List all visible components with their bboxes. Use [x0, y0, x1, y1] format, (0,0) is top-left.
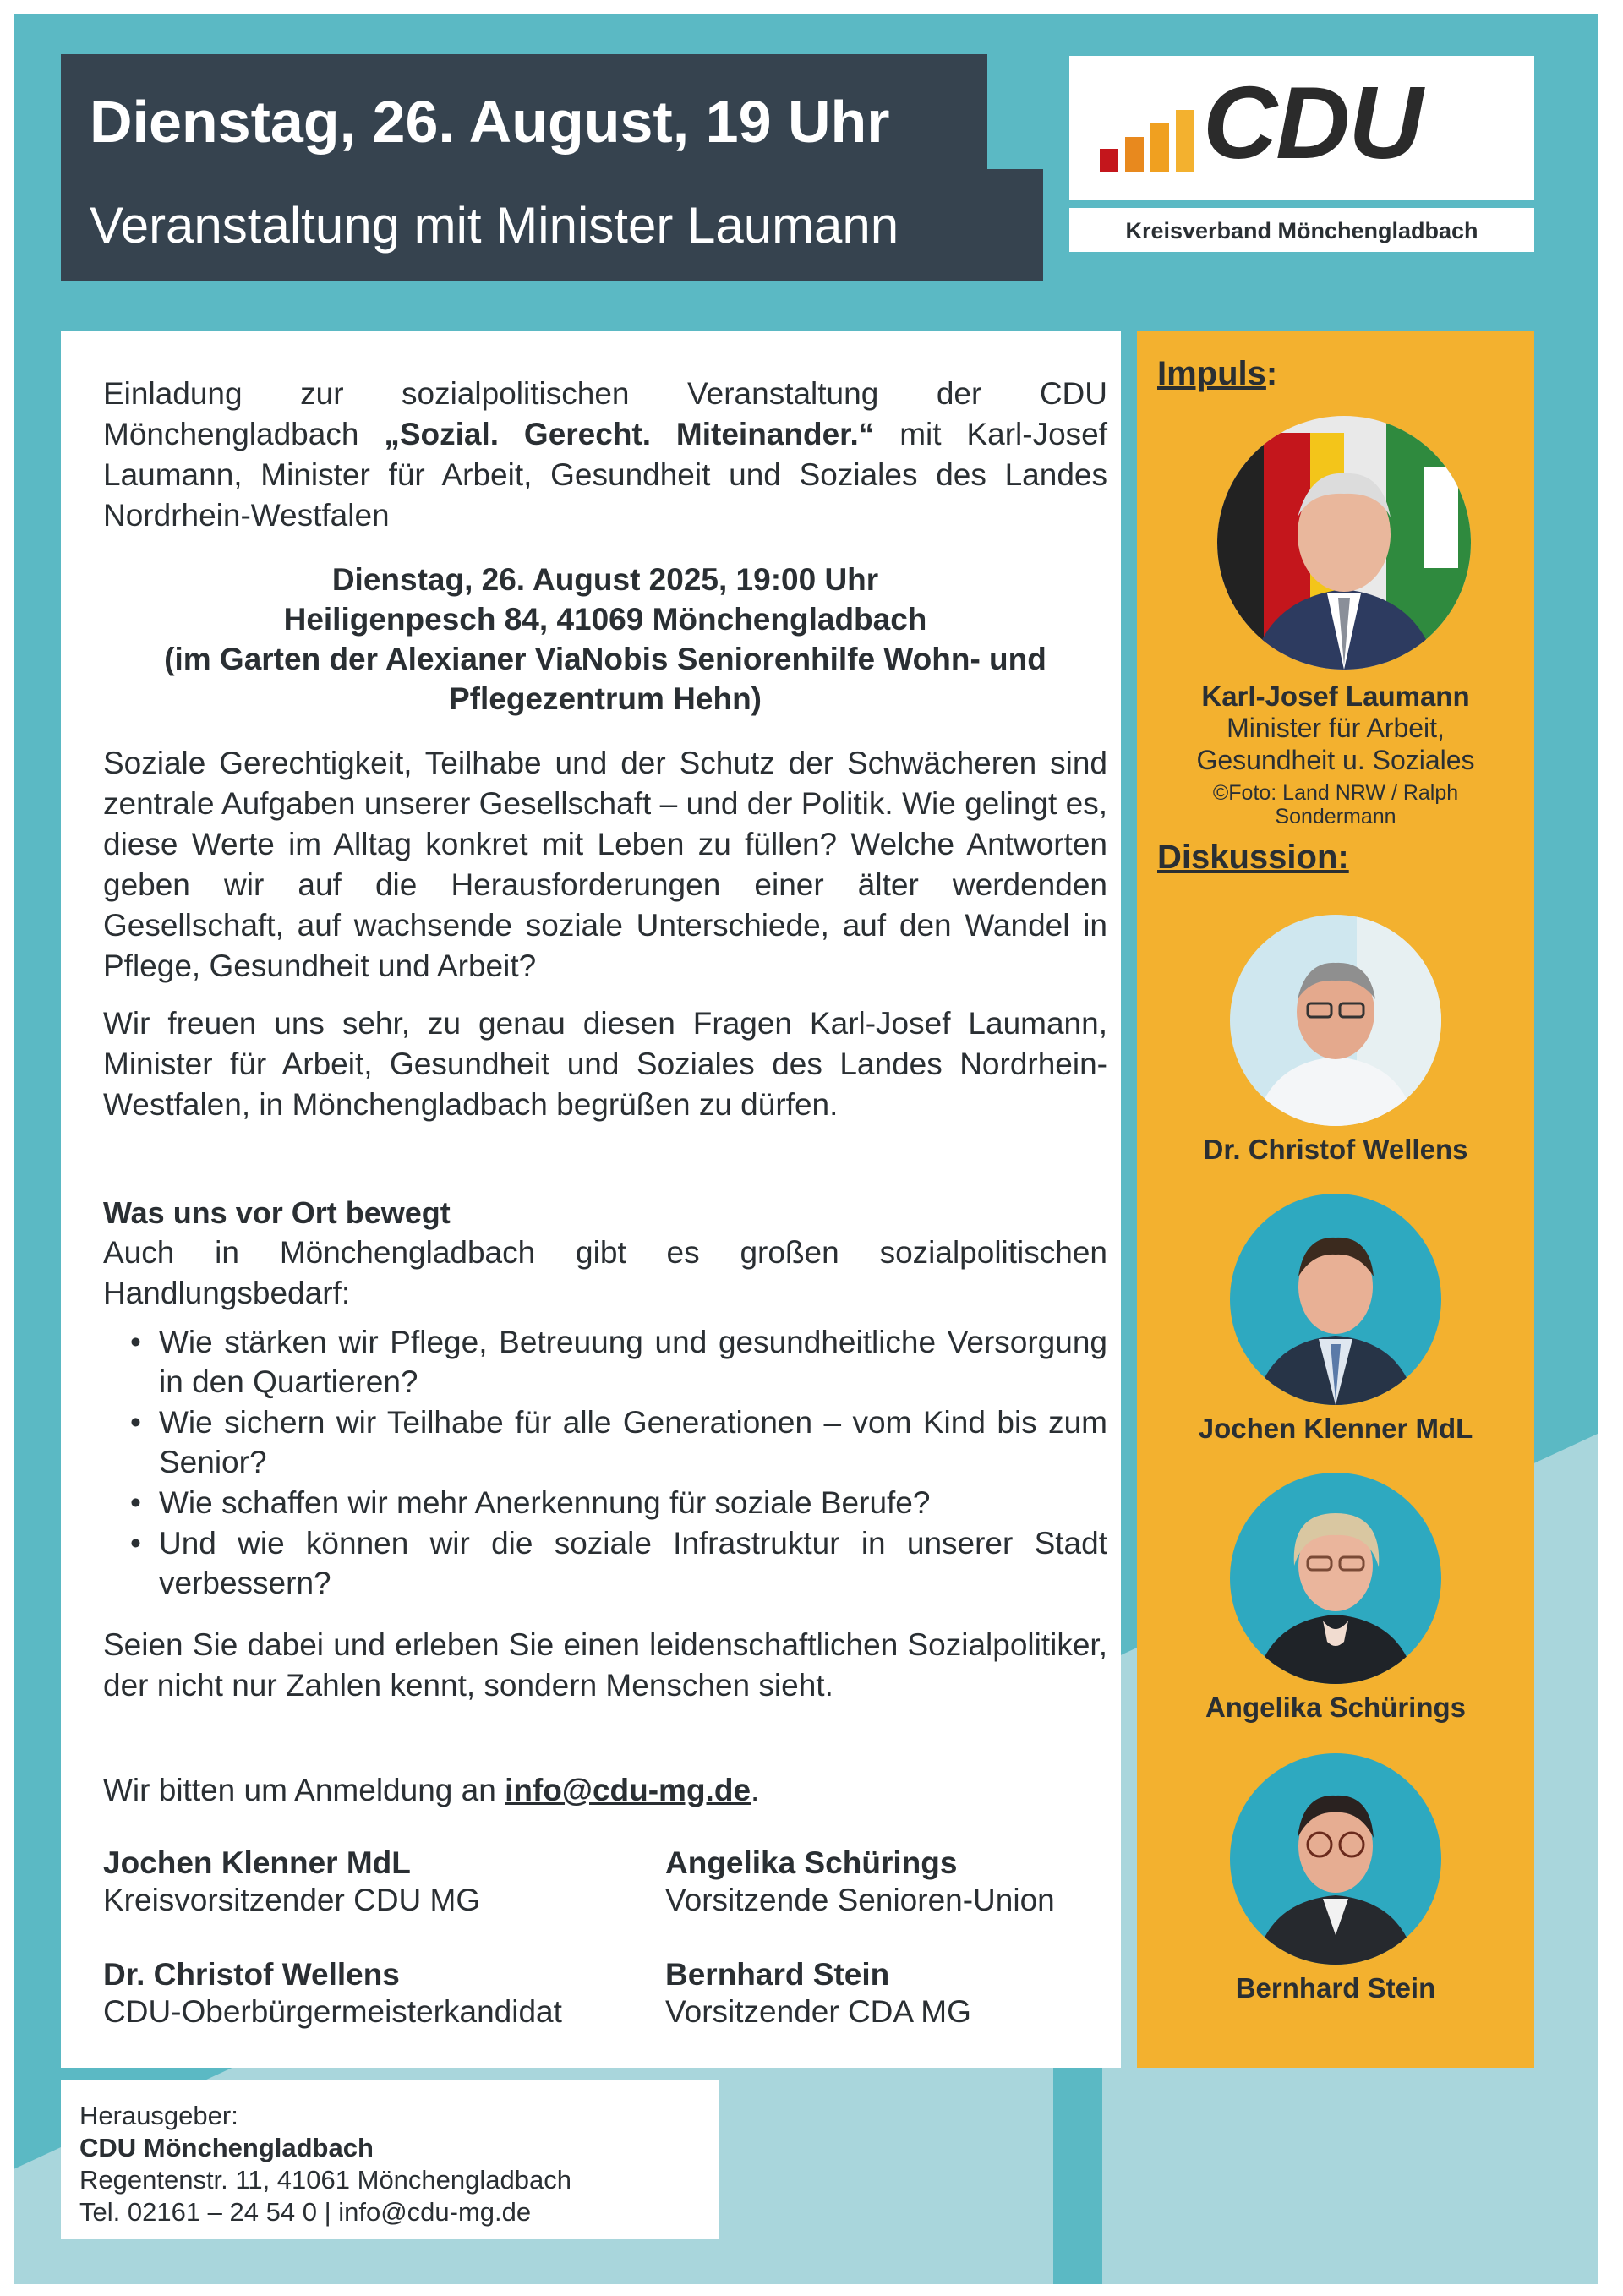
title-header-bar: [61, 169, 1043, 281]
question-list: [103, 1322, 1107, 1604]
publisher-address: Regentenstr. 11, 41061 Mönchengladbach: [79, 2165, 571, 2195]
panelist-name: Bernhard Stein: [1235, 1972, 1436, 2004]
event-place: (im Garten der Alexianer ViaNobis Seniorenhilfe Wohn- und Pflegezentrum Hehn): [164, 642, 1046, 716]
signature-name: Bernhard Stein: [665, 1957, 890, 1992]
list-item: • Wie sichern wir Teilhabe für alle Generationen – vom Kind bis zum Senior?: [103, 1402, 1107, 1482]
impuls-heading-text: Impuls: [1157, 355, 1266, 392]
list-item: • Und wie können wir die soziale Infrastruktur in unserer Stadt verbessern?: [103, 1523, 1107, 1603]
schuerings-portrait: [1230, 1473, 1441, 1684]
intro-text-end: mit Karl-Josef Laumann, Minister für Arbeit, Gesundheit und Soziales des Landes Nordrhein-Westfalen: [103, 417, 1107, 533]
section-intro: Auch in Mönchengladbach gibt es großen sozialpolitischen Handlungsbedarf:: [103, 1235, 1107, 1310]
intro-paragraph: [103, 374, 1107, 536]
signature-name: Angelika Schürings: [665, 1845, 958, 1880]
event-details: [95, 560, 1116, 719]
laumann-portrait: [1217, 416, 1471, 670]
registration-line: [103, 1770, 1107, 1811]
portrait-image: [1230, 1753, 1441, 1965]
klenner-portrait: [1230, 1194, 1441, 1405]
cdu-bars-icon: [1100, 107, 1196, 172]
cdu-logo: [1069, 56, 1534, 200]
wellens-portrait: [1230, 915, 1441, 1126]
event-date: Dienstag, 26. August 2025, 19:00 Uhr: [331, 562, 879, 597]
signature-stein: [665, 1956, 971, 2031]
kreisverband-label: [1069, 208, 1534, 252]
signature-role: Vorsitzende Senioren-Union: [665, 1883, 1055, 1917]
signature-role: CDU-Oberbürgermeisterkandidat: [103, 1994, 562, 2029]
section-heading: Was uns vor Ort bewegt: [103, 1195, 451, 1230]
panelist-name: Angelika Schürings: [1205, 1692, 1467, 1723]
publisher-box: [61, 2080, 719, 2239]
date-header: Dienstag, 26. August, 19 Uhr: [90, 89, 890, 155]
signature-schuerings: [665, 1845, 1055, 1919]
panelist-name: Dr. Christof Wellens: [1203, 1134, 1468, 1165]
impuls-speaker-role-2: Gesundheit u. Soziales: [1196, 745, 1475, 775]
closing-paragraph: Seien Sie dabei und erleben Sie einen leidenschaftlichen Sozialpolitiker, der nicht nur Zahlen kennt, sondern Menschen sieht.: [103, 1627, 1107, 1703]
panelist-name: Jochen Klenner MdL: [1198, 1413, 1473, 1444]
signature-name: Jochen Klenner MdL: [103, 1845, 411, 1880]
impuls-speaker-name: Karl-Josef Laumann: [1201, 681, 1470, 712]
publisher-contact: Tel. 02161 – 24 54 0 | info@cdu-mg.de: [79, 2197, 532, 2227]
portrait-image: [1230, 915, 1441, 1126]
portrait-image: [1230, 1194, 1441, 1405]
signature-name: Dr. Christof Wellens: [103, 1957, 400, 1992]
date-header-bar: [61, 54, 987, 184]
kreisverband-text: Kreisverband Mönchengladbach: [1125, 218, 1478, 243]
title-header: Veranstaltung mit Minister Laumann: [90, 197, 899, 254]
signature-role: Kreisvorsitzender CDU MG: [103, 1883, 481, 1917]
signature-wellens: [103, 1956, 562, 2031]
photo-credit-1: ©Foto: Land NRW / Ralph: [1212, 781, 1459, 805]
impuls-speaker-role-1: Minister für Arbeit,: [1227, 713, 1445, 743]
publisher-label: Herausgeber:: [79, 2101, 238, 2130]
registration-end: .: [751, 1773, 760, 1807]
speakers-panel: [1137, 331, 1534, 2068]
list-item: • Wie schaffen wir mehr Anerkennung für soziale Berufe?: [103, 1483, 1107, 1522]
portrait-image: [1230, 1473, 1441, 1684]
signature-klenner: [103, 1845, 480, 1919]
motto: „Sozial. Gerecht. Miteinander.“: [384, 417, 875, 451]
registration-text: Wir bitten um Anmeldung an: [103, 1773, 505, 1807]
impuls-colon: :: [1265, 355, 1278, 392]
event-address: Heiligenpesch 84, 41069 Mönchengladbach: [283, 602, 927, 637]
paragraph-social-justice: Soziale Gerechtigkeit, Teilhabe und der Schutz der Schwächeren sind zentrale Aufgaben unserer Gesellschaft – und der Politik. Wie gelingt es, diese Werte im Alltag konkret mit Leben zu füllen? Welche Antworten geben wir auf die Herausforderungen einer älter werdenden Gesellschaft, auf wachsende soziale Unterschiede, auf den Wandel in Pflege, Gesundheit und Arbeit?: [103, 746, 1107, 983]
cdu-logo-text: CDU: [1203, 65, 1422, 180]
diskussion-heading: Diskussion:: [1157, 839, 1349, 876]
signature-role: Vorsitzender CDA MG: [665, 1994, 971, 2029]
paragraph-welcome: Wir freuen uns sehr, zu genau diesen Fragen Karl-Josef Laumann, Minister für Arbeit, Gesundheit und Soziales des Landes Nordrhein-Westfalen, in Mönchengladbach begrüßen zu dürfen.: [103, 1006, 1107, 1122]
list-item: • Wie stärken wir Pflege, Betreuung und gesundheitliche Versorgung in den Quartieren?: [103, 1322, 1107, 1402]
photo-credit-2: Sondermann: [1275, 805, 1396, 828]
stein-portrait: [1230, 1753, 1441, 1965]
invitation-card: [61, 331, 1121, 2068]
intro-text: Einladung zur sozialpolitischen Veranstaltung der CDU Mönchengladbach: [103, 376, 1107, 451]
email-link[interactable]: info@cdu-mg.de: [505, 1773, 751, 1807]
publisher-org: CDU Mönchengladbach: [79, 2133, 374, 2162]
impuls-heading: [1157, 355, 1277, 393]
portrait-image: [1217, 416, 1471, 670]
